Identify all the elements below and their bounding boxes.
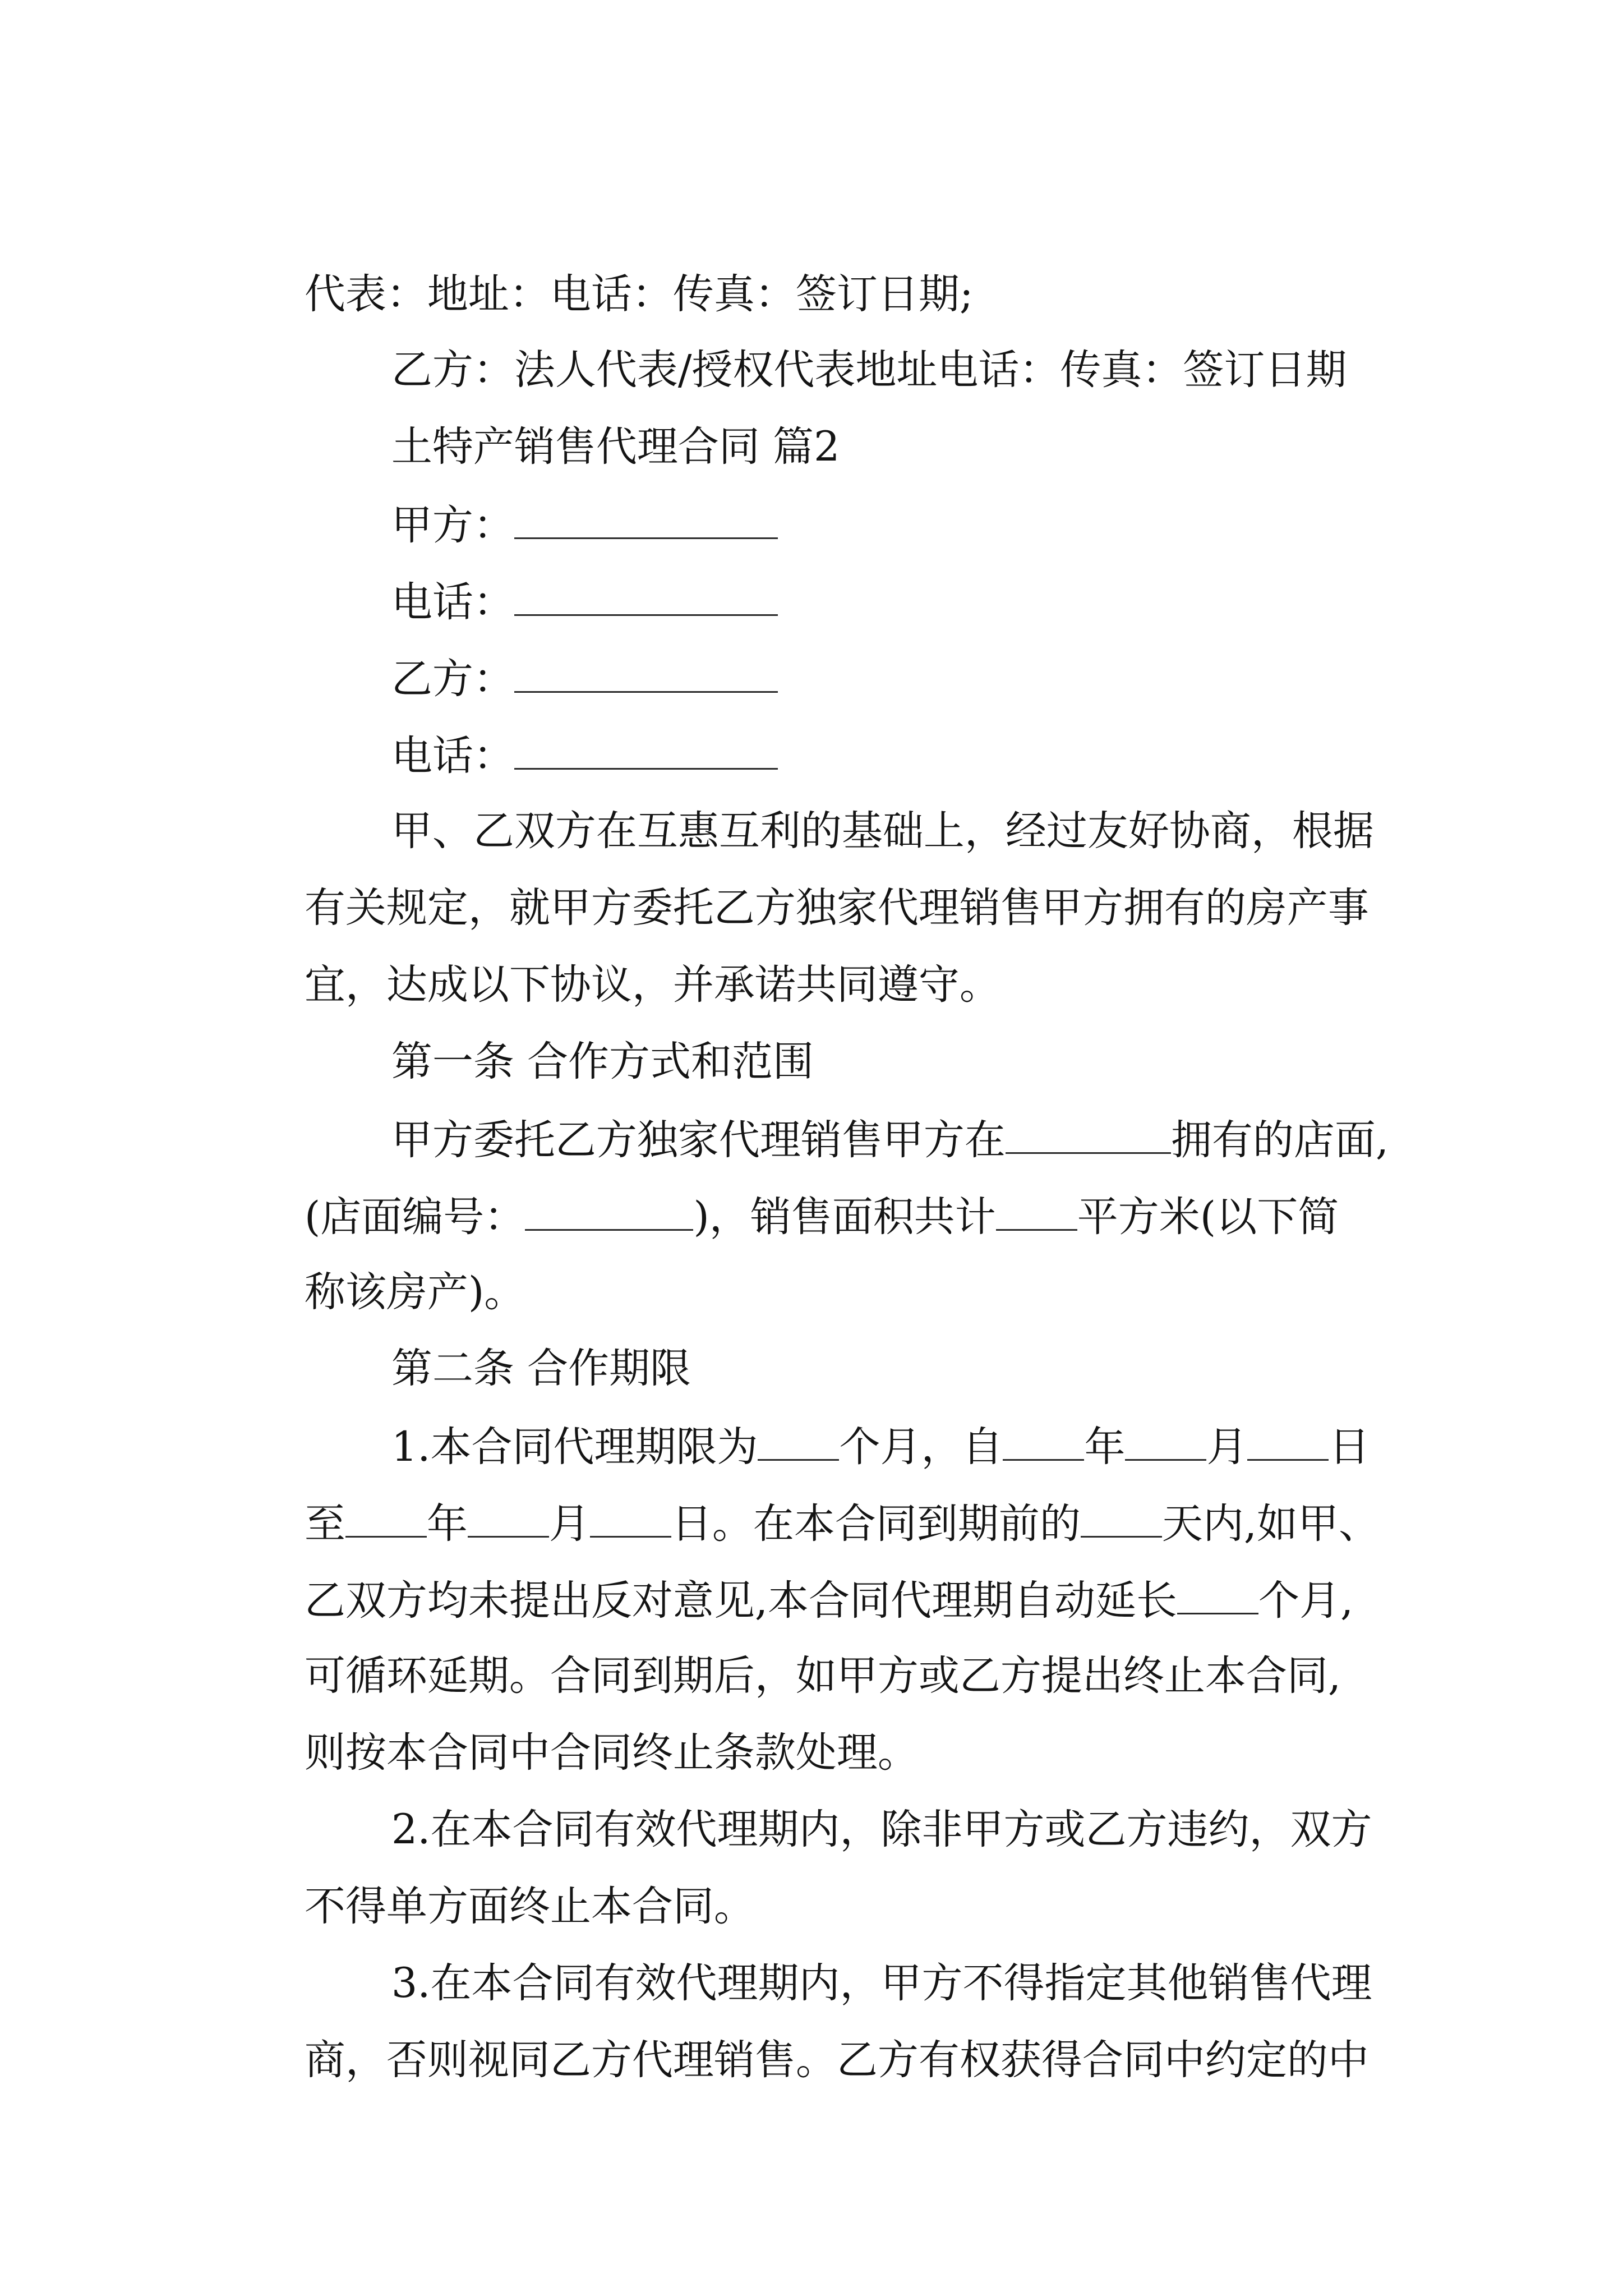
- article-heading: 第一条 合作方式和范围: [391, 1038, 814, 1085]
- paragraph-line: 1.本合同代理期限为 个月，自 年 月 日: [339, 1361, 1370, 1531]
- phone-a-field: 电话：: [339, 517, 778, 687]
- paragraph-line: 宜，达成以下协议，并承诺共同遵守。: [304, 961, 1000, 1009]
- fill-blank: [525, 1188, 693, 1231]
- paragraph-line: 有关规定，就甲方委托乙方独家代理销售甲方拥有的房产事: [304, 884, 1369, 932]
- party-b-field: 乙方：: [339, 593, 778, 763]
- phone-b-field: 电话：: [339, 670, 778, 840]
- party-a-field: 甲方：: [339, 440, 778, 610]
- fill-blank: [996, 1188, 1077, 1231]
- paragraph-line: 2.在本合同有效代理期内，除非甲方或乙方违约，双方: [391, 1806, 1372, 1853]
- section-title: 土特产销售代理合同 篇2: [391, 423, 840, 471]
- paragraph-line: 3.在本合同有效代理期内，甲方不得指定其他销售代理: [391, 1959, 1372, 2007]
- paragraph-line: 甲方委托乙方独家代理销售甲方在 拥有的店面,: [339, 1055, 1389, 1225]
- article-heading: 第二条 合作期限: [391, 1345, 691, 1392]
- paragraph-line: 至 年 月 日。在本合同到期前的 天内,如甲、: [252, 1438, 1380, 1608]
- paragraph-line: 乙双方均未提出反对意见,本合同代理期自动延长 个月,: [252, 1515, 1353, 1685]
- paragraph-line: 不得单方面终止本合同。: [304, 1883, 755, 1930]
- text-line: 乙方：法人代表/授权代表地址电话：传真：签订日期: [391, 346, 1347, 394]
- text-line: 代表：地址：电话：传真：签订日期;: [304, 270, 974, 318]
- paragraph-line: 可循环延期。合同到期后，如甲方或乙方提出终止本合同,: [304, 1652, 1341, 1700]
- paragraph-line: (店面编号： )，销售面积共计 平方米(以下简: [252, 1131, 1339, 1301]
- paragraph-line: 则按本合同中合同终止条款处理。: [304, 1729, 919, 1777]
- paragraph-line: 商，否则视同乙方代理销售。乙方有权获得合同中约定的中: [304, 2036, 1369, 2084]
- paragraph-line: 甲、乙双方在互惠互利的基础上，经过友好协商，根据: [391, 807, 1374, 855]
- paragraph-line: 称该房产)。: [304, 1268, 525, 1316]
